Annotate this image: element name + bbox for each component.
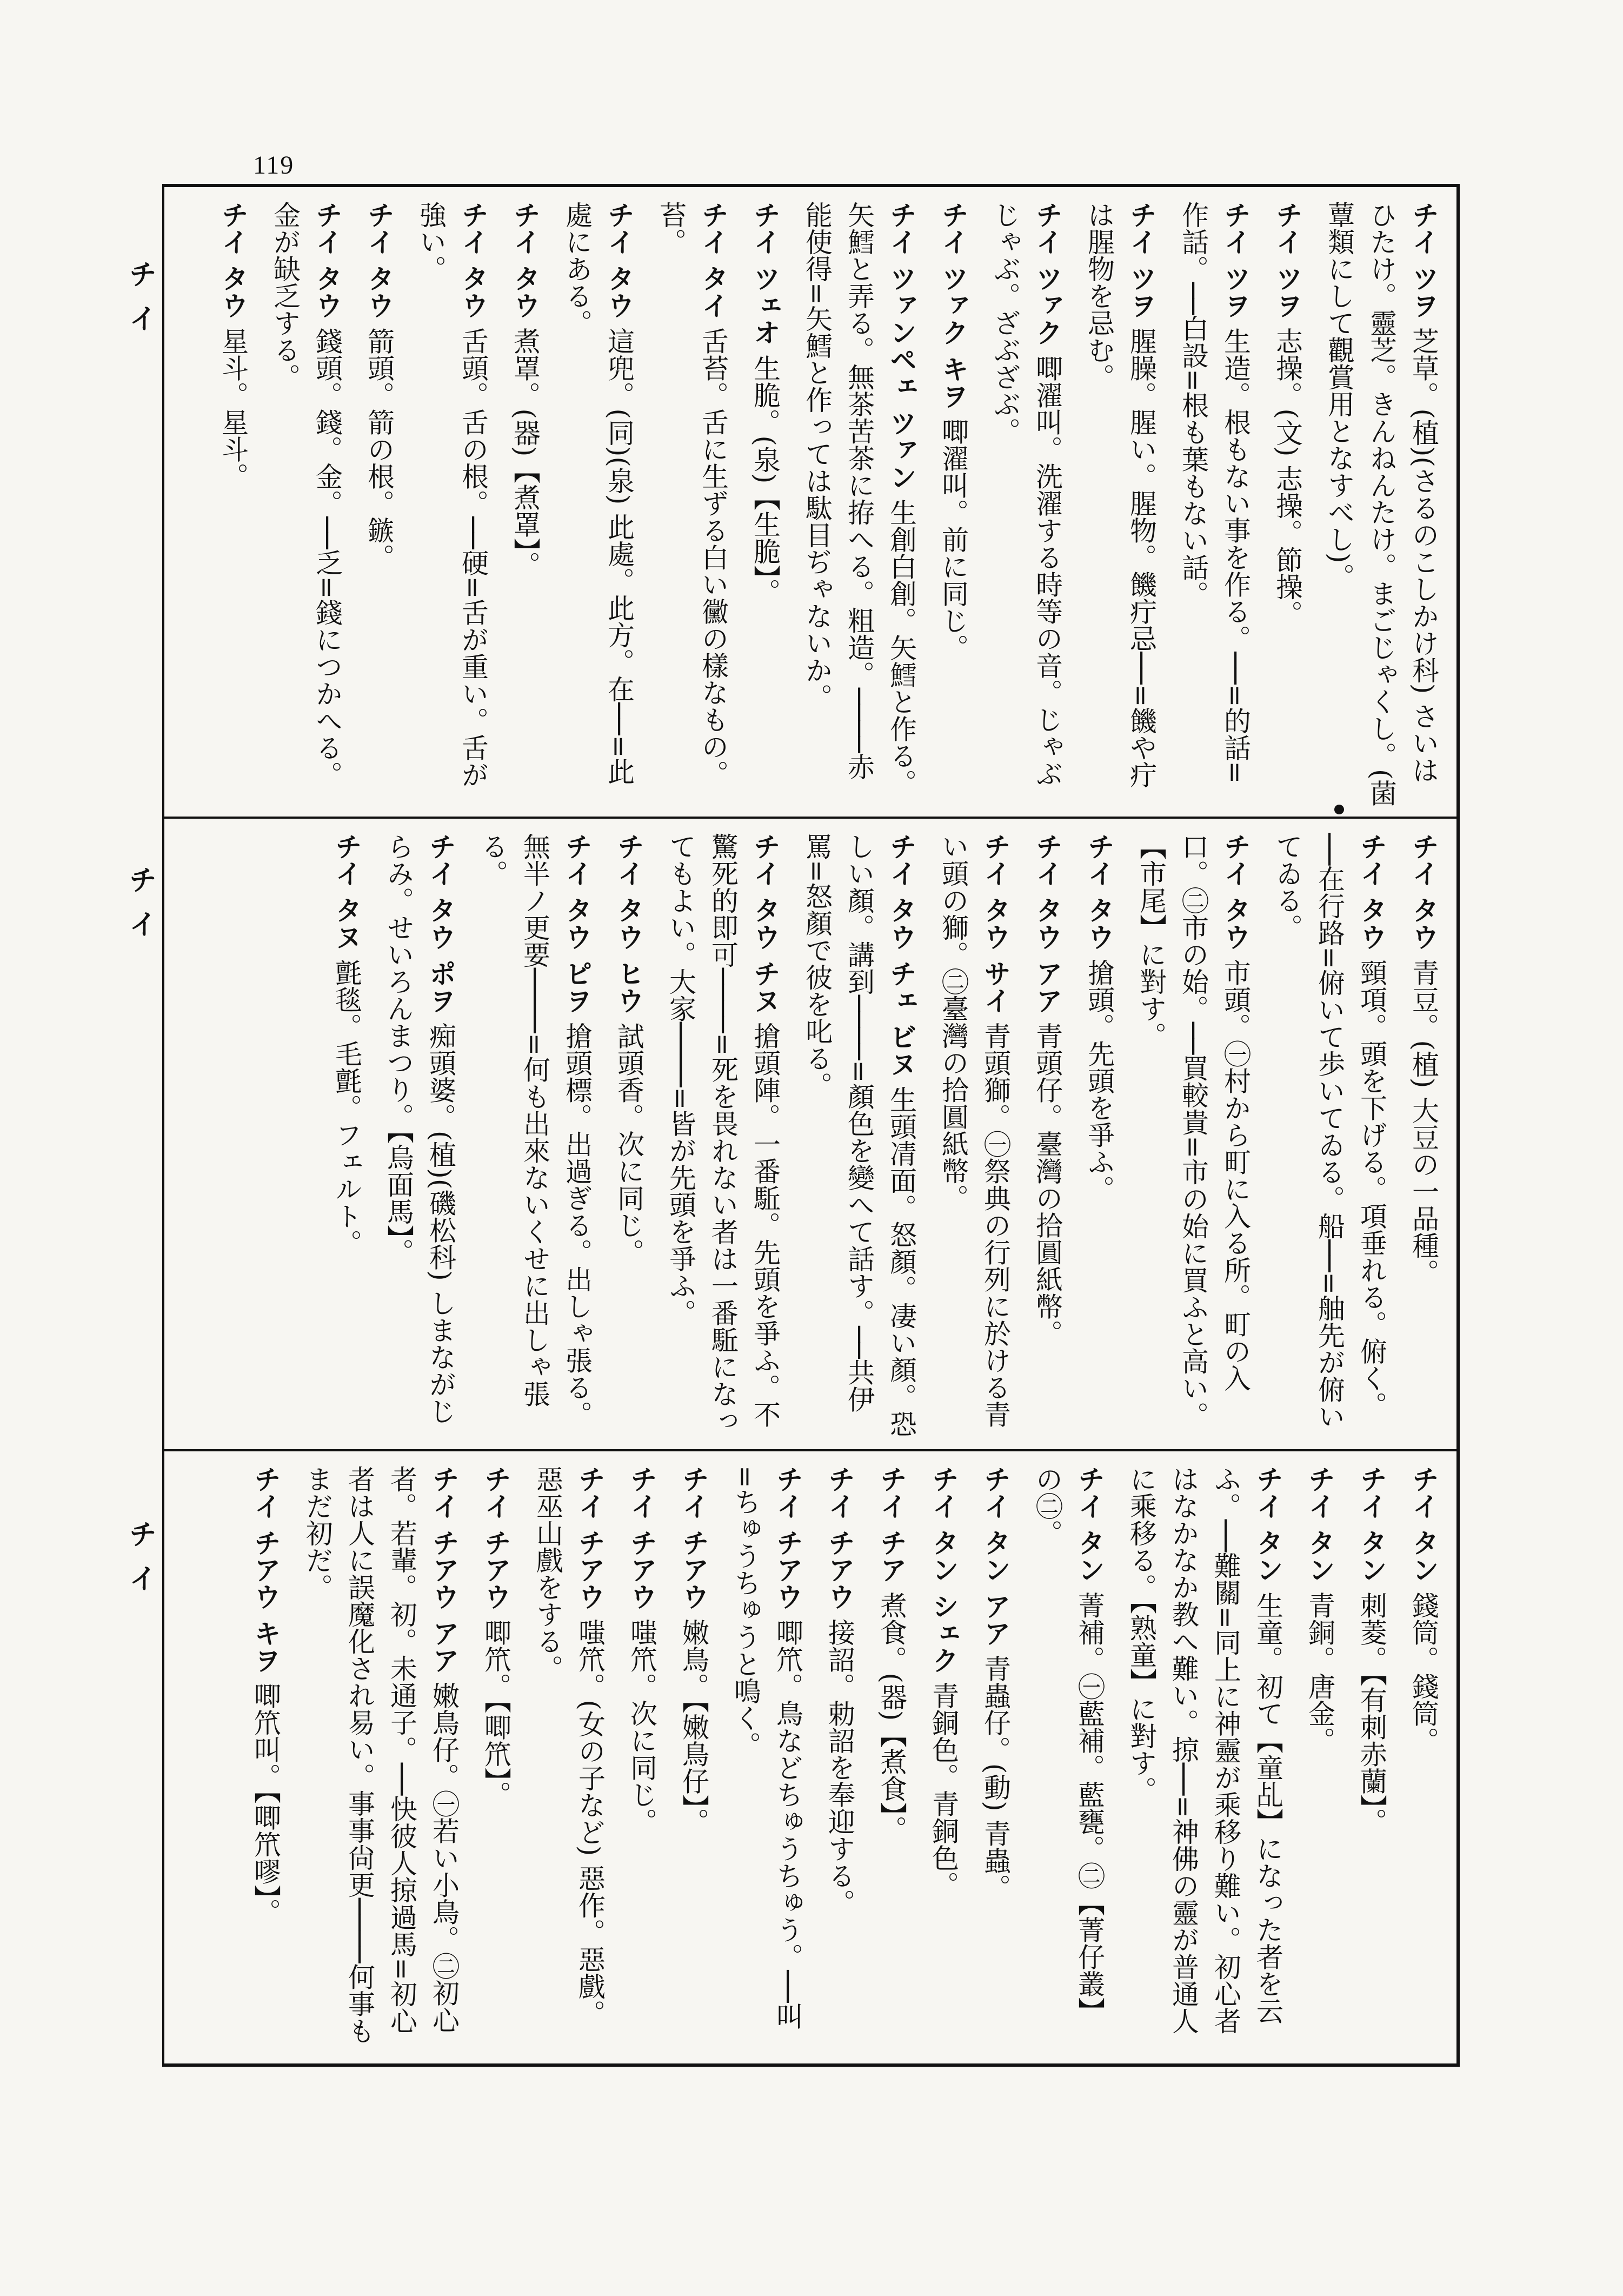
entry-body: 刺菱。【有刺赤蘭】。: [1356, 1591, 1387, 1835]
entry-reading: チイ タウ ヒウ: [613, 833, 644, 1014]
entry-body: 嫩鳥。【嫩鳥仔】。: [678, 1618, 709, 1835]
entry-body: 這兜。(同)(泉) 此處。此方。在──=此處にある。: [561, 201, 635, 785]
entry-reading: チイ タン アア: [980, 1465, 1011, 1647]
entry-reading: チイ タウ: [603, 201, 635, 319]
entry-body: 志操。(文) 志操。節操。: [1272, 327, 1303, 628]
ink-dot: [1334, 805, 1344, 814]
entry-reading: チイ タウ: [1356, 833, 1387, 951]
entry-body: 搶頭。先頭を爭ふ。: [1083, 959, 1115, 1203]
entry-body: 嫩鳥仔。㊀若い小鳥。㊁初心者。若輩。初。未通子。──快彼人掠過馬=初心者は人に誤魔化され易い。事事尙更────何事もまだ初だ。: [302, 1465, 460, 2045]
dictionary-entry: [870, 1465, 913, 2049]
dictionary-entry: [1130, 833, 1256, 1438]
dictionary-entry: [744, 201, 786, 807]
dictionary-entry: [1402, 1465, 1445, 2049]
dictionary-entry: [325, 833, 368, 1438]
dictionary-entry: [621, 1465, 663, 2049]
entry-body: 青銅色。青銅色。: [928, 1682, 959, 1899]
entry-reading: チイ チアウ: [772, 1465, 803, 1610]
entry-reading: チイ ツァク: [1032, 201, 1063, 346]
entry-body: 青銅。唐金。: [1304, 1591, 1335, 1754]
entry-reading: チイ タウ ポヲ: [425, 833, 456, 1014]
dictionary-entry: [1351, 1465, 1393, 2049]
entry-body: 生創白創。矢鱈と作る。矢鱈と弄る。無茶苦茶に拵へる。粗造。────赤能使得=矢鱈と作っては駄目ぢゃないか。: [801, 201, 917, 797]
entry-body: 生童。初て【童乩】になった者を云ふ。──難關=同上に神靈が乘移り難い。初心者はなかなか教へ難い。掠──=神佛の靈が普通人に乘移る。【熟童】に對す。: [1126, 1465, 1283, 2035]
side-label: チイ: [124, 865, 156, 954]
entry-reading: チイ タウ: [1408, 833, 1439, 951]
entry-reading: チイ タウ: [311, 201, 343, 319]
entry-body: 唧濯叫。洗濯する時等の音。じゃぶじゃぶ。ざぶざぶ。: [989, 201, 1063, 787]
dictionary-entry: [984, 201, 1068, 807]
entry-reading: チイ タン: [1408, 1465, 1439, 1583]
dictionary-entry: [1026, 833, 1068, 1438]
entry-body: 芝草。(植)(さるのこしかけ科) さいはひたけ。靈芝。きんねんたけ。まごじゃくし。(菌蕈類にして觀賞用となすべし)。: [1323, 201, 1439, 807]
entry-reading: チイ ツヲ: [1220, 201, 1251, 319]
dictionary-entry: [660, 833, 786, 1438]
entry-reading: チイ タウ: [457, 201, 489, 319]
side-label: チイ: [124, 1519, 156, 1608]
entry-reading: チイ チア: [876, 1465, 907, 1583]
entry-body: 箭頭。箭の根。鏃。: [363, 327, 395, 571]
entry-reading: チイ タウ: [1220, 833, 1251, 951]
entry-body: 菁補。㊀藍補。藍甕。㊁【菁仔叢】の㊁。: [1032, 1465, 1105, 2025]
dictionary-entry: [819, 1465, 861, 2049]
entry-body: 市頭。㊀村から町に入る所。町の入口。㊁市の始。──買較貴=市の始に買ふと高い。【市尾】に對す。: [1135, 833, 1251, 1429]
entry-body: 唧笊。【唧笊】。: [480, 1618, 511, 1808]
entry-reading: チイ タン: [1304, 1465, 1335, 1583]
entry-body: 青頭獅。㊀祭典の行列に於ける青い頭の獅。㊁臺灣の拾圓紙幣。: [937, 833, 1011, 1428]
entry-reading: チイ ツァク キヲ: [937, 201, 969, 409]
section-divider: [162, 817, 1458, 819]
dictionary-entry: [504, 201, 546, 807]
entry-reading: チイ ツァンペェ ツァン: [886, 201, 917, 490]
entry-reading: チイ タウ チヌ: [749, 833, 781, 1014]
entry-reading: チイ タイ: [697, 201, 729, 319]
dictionary-entry: [724, 1465, 809, 2049]
entry-reading: チイ ツヲ: [1272, 201, 1303, 319]
entry-reading: チイ チアウ アア: [428, 1465, 460, 1674]
dictionary-entry: [922, 1465, 965, 2049]
dictionary-entry: [410, 201, 494, 807]
dictionary-entry: [1120, 1465, 1289, 2049]
entry-body: 搶頭標。出過ぎる。出しゃ張る。無半ノ更要────=何も出來ないくせに出しゃ張る。: [477, 833, 593, 1428]
entry-body: 舌苔。舌に生ずる白い黴の樣なもの。苔。: [655, 201, 729, 787]
entry-reading: チイ タン: [1074, 1465, 1105, 1583]
entry-reading: チイ タン: [1252, 1465, 1283, 1583]
dictionary-entry: [1078, 833, 1120, 1438]
entry-reading: チイ ツヲ: [1126, 201, 1157, 319]
entry-reading: チイ チアウ キヲ: [250, 1465, 281, 1674]
dictionary-entry: [1402, 833, 1445, 1438]
entry-reading: チイ ツェオ: [749, 201, 781, 346]
dictionary-entry: [673, 1465, 715, 2049]
dictionary-entry: [264, 201, 348, 807]
dictionary-entry: [212, 201, 254, 807]
section-divider: [162, 1449, 1458, 1451]
dictionary-entry: [1318, 201, 1445, 807]
entry-body: 舌頭。舌の根。──硬=舌が重い。舌が強い。: [415, 201, 489, 788]
dictionary-entry: [358, 201, 400, 807]
entry-reading: チイ タウ ピヲ: [561, 833, 593, 1014]
entry-body: 唧濯叫。前に同じ。: [937, 417, 969, 661]
entry-body: 唧笊叫。【唧笊嘐】。: [250, 1682, 281, 1926]
dictionary-entry: [932, 201, 974, 807]
dictionary-section-2: [185, 833, 1445, 1438]
dictionary-entry: [296, 1465, 465, 2049]
entry-body: 嗤笊。次に同じ。: [626, 1618, 657, 1835]
dictionary-section-1: [185, 201, 1445, 807]
dictionary-entry: [244, 1465, 287, 2049]
entry-body: 青蟲仔。(動) 青蟲。: [980, 1655, 1011, 1901]
dictionary-entry: [608, 833, 650, 1438]
entry-reading: チイ タウ: [363, 201, 395, 319]
dictionary-entry: [471, 833, 598, 1438]
entry-reading: チイ タン シェク: [928, 1465, 959, 1674]
entry-reading: チイ チアウ: [480, 1465, 511, 1610]
entry-reading: チイ タヌ: [331, 833, 362, 951]
dictionary-entry: [556, 201, 640, 807]
entry-body: 錢筒。錢筒。: [1408, 1591, 1439, 1754]
entry-reading: チイ タン: [1356, 1465, 1387, 1583]
entry-reading: チイ タウ: [217, 201, 249, 319]
entry-body: 痴頭婆。(植)(磯松科) しまながじらみ。せいろんまつり。【烏面馬】。: [383, 833, 456, 1425]
entry-body: 青頭仔。臺灣の拾圓紙幣。: [1032, 1022, 1063, 1347]
entry-body: 煮食。(器)【煮食】。: [876, 1591, 907, 1843]
entry-body: 腥臊。腥い。腥物。饑疔忌──=饑や疔は腥物を忌む。: [1083, 201, 1157, 788]
entry-body: 錢頭。錢。金。──乏=錢につかへる。金が缺乏する。: [269, 201, 343, 788]
entry-reading: チイ チアウ: [824, 1465, 855, 1610]
dictionary-entry: [475, 1465, 517, 2049]
dictionary-entry: [650, 201, 734, 807]
entry-body: 唧笊。鳥などちゅうちゅう。──叫=ちゅうちゅうと鳴く。: [730, 1465, 803, 2030]
entry-body: 生頭凊面。怒顏。凄い顏。恐しい顏。講到────=顏色を變へて話す。──共伊罵=怒顏で彼を叱る。: [801, 833, 917, 1438]
dictionary-entry: [1266, 201, 1308, 807]
entry-reading: チイ タウ アア: [1032, 833, 1063, 1014]
dictionary-entry: [796, 833, 922, 1438]
dictionary-entry: [1299, 1465, 1341, 2049]
side-label: チイ: [124, 260, 156, 348]
entry-body: 試頭香。次に同じ。: [613, 1022, 644, 1266]
entry-body: 生脆。(泉)【生脆】。: [749, 354, 781, 606]
entry-reading: チイ チアウ: [678, 1465, 709, 1610]
entry-body: 嗤笊。(女の子など) 惡作。惡戲。惡巫山戲をする。: [532, 1465, 606, 2027]
dictionary-entry: [527, 1465, 611, 2049]
dictionary-entry: [796, 201, 922, 807]
dictionary-entry: [932, 833, 1016, 1438]
entry-reading: チイ チアウ: [626, 1465, 657, 1610]
page-number: 119: [253, 151, 295, 180]
entry-reading: チイ タウ: [1083, 833, 1115, 951]
entry-body: 頸項。頭を下げる。項垂れる。俯く。──在行路=俯いて歩いてゐる。船──=舳先が俯いてゐる。: [1272, 833, 1387, 1430]
dictionary-entry: [377, 833, 462, 1438]
entry-body: 搶頭陣。一番駈。先頭を爭ふ。不驚死的即可────=死を畏れない者は一番駈になってもよい。大家────=皆が先頭を爭ふ。: [665, 833, 781, 1435]
entry-reading: チイ タウ チェ ビヌ: [886, 833, 917, 1078]
entry-body: 星斗。星斗。: [217, 327, 249, 490]
entry-reading: チイ ツヲ: [1408, 201, 1439, 319]
entry-body: 煮罩。(器)【煮罩】。: [509, 327, 541, 579]
entry-body: 氈毯。毛氈。フェルト。: [331, 959, 362, 1257]
dictionary-entry: [1026, 1465, 1110, 2049]
dictionary-entry: [1266, 833, 1393, 1438]
dictionary-entry: [1078, 201, 1162, 807]
entry-body: 生造。根もない事を作る。──=的話=作話。──白設=根も葉もない話。: [1178, 201, 1251, 784]
entry-reading: チイ タウ サイ: [980, 833, 1011, 1014]
entry-body: 接詔。勅詔を奉迎する。: [824, 1618, 855, 1916]
entry-body: 青豆。(植) 大豆の一品種。: [1408, 959, 1439, 1286]
entry-reading: チイ タウ: [509, 201, 541, 319]
entry-reading: チイ チアウ: [574, 1465, 606, 1610]
dictionary-entry: [974, 1465, 1016, 2049]
dictionary-section-3: [185, 1465, 1445, 2049]
dictionary-entry: [1172, 201, 1256, 807]
